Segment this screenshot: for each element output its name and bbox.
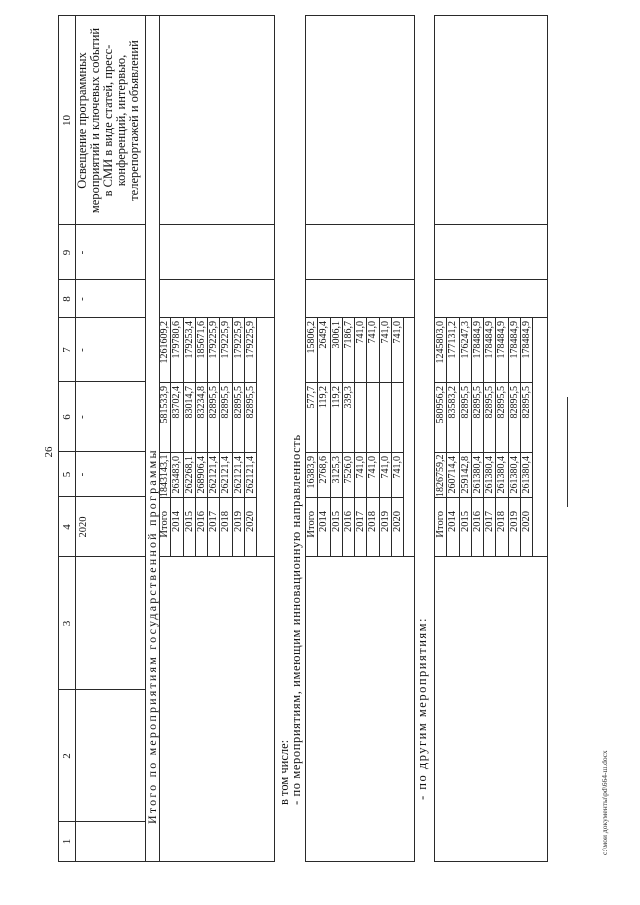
table-row xyxy=(472,318,484,557)
row-value-col7: 1261609,2 xyxy=(159,321,170,364)
row-divider xyxy=(75,16,76,861)
row-label: 2014 xyxy=(318,497,329,557)
row-value-col7: 178484,9 xyxy=(471,321,483,359)
row-value-col7: 178484,9 xyxy=(508,321,520,359)
row-value-col5: 261380,4 xyxy=(509,452,520,497)
table-other-measures xyxy=(434,15,548,862)
column-divider xyxy=(435,279,547,280)
table-row xyxy=(318,318,330,557)
header-col-number: 7 xyxy=(61,347,73,353)
table-row xyxy=(306,318,318,557)
row-value-col7: 741,0 xyxy=(355,321,366,344)
table-row xyxy=(331,318,343,557)
row-value-col6: 581533,9 xyxy=(159,382,170,452)
row-label: 2019 xyxy=(509,497,520,557)
row-value-col7: 1245803,0 xyxy=(435,321,446,364)
header-dash-cell: - xyxy=(76,297,88,301)
description-line: мероприятий и ключевых событий xyxy=(88,27,102,214)
column-divider xyxy=(59,451,145,452)
row-value-col6: 82895,5 xyxy=(496,382,507,452)
row-value-col5: 2768,6 xyxy=(318,452,329,497)
table-row xyxy=(496,318,508,557)
header-year-cell: 2020 xyxy=(78,516,89,538)
table-row xyxy=(392,318,404,557)
row-value-col5: 3125,3 xyxy=(331,452,342,497)
table-row xyxy=(380,318,392,557)
row-value-col7: 179225,9 xyxy=(232,321,244,359)
row-value-col7: 185671,6 xyxy=(195,321,207,359)
row-label: 2015 xyxy=(331,497,342,557)
header-col-number: 2 xyxy=(61,753,73,759)
row-value-col6: 339,3 xyxy=(343,382,354,452)
row-value-col6: 83234,8 xyxy=(196,382,207,452)
row-value-col6: 82895,5 xyxy=(220,382,231,452)
header-dash-cell: - xyxy=(76,415,88,419)
page-number: 26 xyxy=(43,446,55,458)
table-row xyxy=(159,318,171,557)
header-dash-cell: - xyxy=(76,348,88,352)
row-label: 2020 xyxy=(392,497,403,557)
row-value-col6: 577,7 xyxy=(306,382,317,452)
column-divider xyxy=(159,279,274,280)
table-row xyxy=(447,318,459,557)
row-value-col7: 15806,2 xyxy=(306,321,317,354)
row-label: 2016 xyxy=(196,497,207,557)
row-label: Итого xyxy=(435,497,446,557)
header-col-number: 6 xyxy=(61,414,73,420)
row-label: 2018 xyxy=(367,497,378,557)
row-value-col6: 82895,5 xyxy=(460,382,471,452)
header-dash-cell: - xyxy=(76,472,88,477)
row-value-col7: 179253,4 xyxy=(183,321,195,359)
row-value-col5: 261380,4 xyxy=(521,452,532,497)
row-value-col5: 262268,1 xyxy=(184,452,195,497)
row-value-col7: 179780,6 xyxy=(171,321,183,359)
table-row xyxy=(355,318,367,557)
row-value-col6: 83583,2 xyxy=(447,382,458,452)
row-value-col5: 261380,4 xyxy=(484,452,495,497)
row-value-col5: 262121,4 xyxy=(220,452,231,497)
row-value-col5: 741,0 xyxy=(367,452,378,497)
row-label: 2017 xyxy=(208,497,219,557)
section-title: - по мероприятиям, имеющим инновационную направленность xyxy=(289,434,303,805)
row-value-col5: 1843143,1 xyxy=(159,452,170,497)
row-value-col7: 179225,9 xyxy=(244,321,256,359)
row-value-col7: 177131,2 xyxy=(447,321,459,359)
row-value-col5: 262121,4 xyxy=(208,452,219,497)
column-divider xyxy=(59,224,145,225)
description-line: конференций, интервью, xyxy=(114,54,128,187)
row-label: 2017 xyxy=(355,497,366,557)
row-value-col6 xyxy=(355,382,366,452)
header-col-number: 3 xyxy=(61,620,73,627)
row-label: 2018 xyxy=(220,497,231,557)
row-value-col6: 83702,4 xyxy=(171,382,182,452)
table-row xyxy=(367,318,379,557)
subheading-including: в том числе: xyxy=(277,739,291,805)
table-row xyxy=(435,318,447,557)
row-value-col7: 178484,9 xyxy=(520,321,532,359)
header-dash-cell: - xyxy=(76,250,88,255)
table-row xyxy=(245,318,257,557)
column-divider xyxy=(59,556,145,557)
description-line: телерепортажей и объявлений xyxy=(127,40,141,201)
column-divider xyxy=(435,224,547,225)
row-value-col5: 268906,4 xyxy=(196,452,207,497)
header-col-number: 8 xyxy=(61,296,73,302)
row-value-col6 xyxy=(392,382,403,452)
row-value-col7: 179225,9 xyxy=(220,321,232,359)
row-label: 2020 xyxy=(245,497,256,557)
row-value-col5: 741,0 xyxy=(392,452,403,497)
row-value-col6: 82895,5 xyxy=(245,382,256,452)
row-label: 2015 xyxy=(184,497,195,557)
table-row xyxy=(233,318,245,557)
table-row xyxy=(460,318,472,557)
row-value-col5: 260714,4 xyxy=(447,452,458,497)
table-innovative-measures xyxy=(305,15,415,862)
funding-subtable xyxy=(435,318,533,557)
column-divider xyxy=(59,381,145,382)
row-value-col6: 82895,5 xyxy=(521,382,532,452)
header-col-number: 1 xyxy=(61,838,73,845)
row-label: 2014 xyxy=(447,497,458,557)
row-label: 2015 xyxy=(460,497,471,557)
file-path: c:\мои документы\pd\664-ш.docx xyxy=(600,750,609,855)
row-value-col7: 178484,9 xyxy=(496,321,508,359)
row-value-col7: 178484,9 xyxy=(484,321,495,359)
table-row xyxy=(509,318,521,557)
row-label: 2018 xyxy=(496,497,507,557)
footer-rule xyxy=(567,397,568,507)
header-col-number: 5 xyxy=(61,471,73,478)
row-value-col6: 82895,5 xyxy=(484,382,495,452)
row-value-col5: 7526,0 xyxy=(343,452,354,497)
row-label: 2016 xyxy=(472,497,483,557)
row-value-col5: 261380,4 xyxy=(472,452,483,497)
description-line: Освещение программных xyxy=(75,52,89,189)
row-value-col7: 3006,1 xyxy=(330,321,342,349)
funding-subtable xyxy=(159,318,257,557)
row-value-col7: 7186,7 xyxy=(342,321,354,349)
row-value-col5: 263483,0 xyxy=(171,452,182,497)
row-value-col6: 82895,5 xyxy=(208,382,219,452)
row-label: 2019 xyxy=(380,497,391,557)
row-value-col6: 82895,5 xyxy=(509,382,520,452)
row-value-col6: 119,2 xyxy=(331,382,342,452)
table-row xyxy=(184,318,196,557)
row-label: 2020 xyxy=(521,497,532,557)
row-label: Итого xyxy=(306,497,317,557)
row-value-col6 xyxy=(380,382,391,452)
row-value-col6 xyxy=(367,382,378,452)
column-divider xyxy=(59,496,145,497)
table-row xyxy=(196,318,208,557)
row-value-col5: 1826759,2 xyxy=(435,452,446,497)
section-title: Итого по мероприятиям государственной программы xyxy=(145,448,159,824)
row-value-col5: 741,0 xyxy=(355,452,366,497)
column-divider xyxy=(59,279,145,280)
row-value-col7: 741,0 xyxy=(391,321,403,344)
table-row xyxy=(171,318,183,557)
row-value-col7: 741,0 xyxy=(367,321,379,344)
row-value-col6: 119,2 xyxy=(318,382,329,452)
row-value-col7: 176247,3 xyxy=(459,321,471,359)
column-divider xyxy=(159,224,274,225)
row-label: Итого xyxy=(159,497,170,557)
row-value-col7: 179225,9 xyxy=(208,321,219,359)
column-divider xyxy=(59,317,145,318)
row-value-col7: 741,0 xyxy=(379,321,391,344)
column-divider xyxy=(306,279,414,280)
header-col-number: 4 xyxy=(61,524,73,530)
column-divider xyxy=(59,689,145,690)
row-value-col6: 82895,5 xyxy=(233,382,244,452)
table-row xyxy=(521,318,533,557)
row-value-col5: 16383,9 xyxy=(306,452,317,497)
table-row xyxy=(208,318,220,557)
row-label: 2019 xyxy=(233,497,244,557)
column-divider xyxy=(306,224,414,225)
row-value-col7: 2649,4 xyxy=(318,321,330,349)
row-value-col5: 741,0 xyxy=(380,452,391,497)
row-value-col6: 580956,2 xyxy=(435,382,446,452)
table-program-total xyxy=(58,15,275,862)
header-col-number: 9 xyxy=(61,249,73,256)
row-value-col6: 82895,5 xyxy=(472,382,483,452)
row-label: 2017 xyxy=(484,497,495,557)
row-label: 2016 xyxy=(343,497,354,557)
section-title: - по другим мероприятиям: xyxy=(415,616,429,800)
column-divider xyxy=(59,821,145,822)
table-row xyxy=(484,318,496,557)
row-value-col5: 259142,8 xyxy=(460,452,471,497)
header-col-number: 10 xyxy=(61,115,73,126)
row-value-col5: 262121,4 xyxy=(233,452,244,497)
header-description-cell xyxy=(76,16,141,225)
description-line: в СМИ в виде статей, пресс- xyxy=(101,44,115,197)
row-value-col5: 262121,4 xyxy=(245,452,256,497)
row-label: 2014 xyxy=(171,497,182,557)
funding-subtable xyxy=(306,318,404,557)
row-value-col5: 261380,4 xyxy=(496,452,507,497)
table-row xyxy=(220,318,232,557)
row-value-col6: 83014,7 xyxy=(184,382,195,452)
table-row xyxy=(343,318,355,557)
